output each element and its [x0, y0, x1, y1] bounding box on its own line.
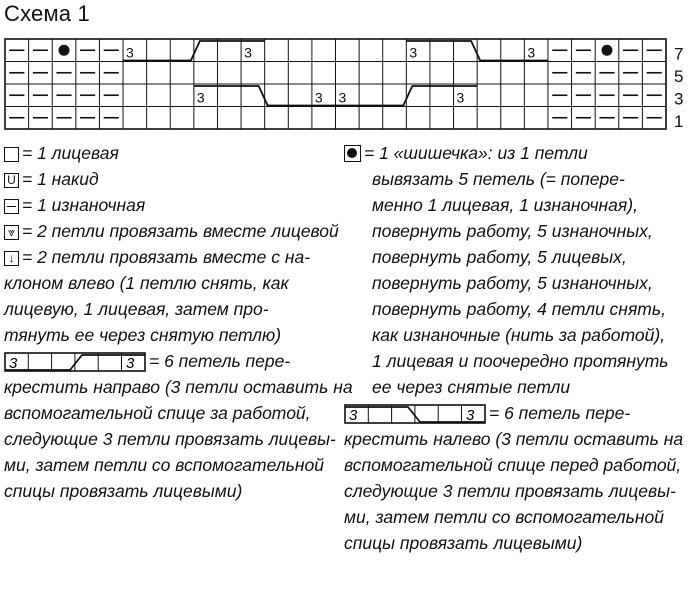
legend-cable-left-line: крестить налево (3 петли оставить на: [344, 429, 684, 449]
yo-symbol-text: U: [7, 173, 16, 187]
cable-left-label-end: 3: [466, 407, 475, 424]
chart-grid: [5, 39, 666, 129]
legend-cable-right-line: спицы провязать лицевыми): [4, 481, 243, 501]
row-number: 1: [674, 112, 684, 131]
legend-knit: [4, 140, 353, 166]
legend-purl-text: = 1 изнаночная: [22, 195, 146, 215]
legend-bobble-line: повернуть работу, 4 петли снять,: [372, 299, 666, 319]
legend-bobble-line: = 1 «шишечка»: из 1 петли: [364, 143, 588, 163]
cable-label: 3: [338, 89, 347, 106]
legend-ssk-line: тянуть ее через снятую петлю): [4, 325, 282, 345]
bobble-icon: [601, 45, 612, 56]
legend-cable-right-line: ми, затем петли со вспомогательной: [4, 455, 324, 475]
legend-ssk: [4, 244, 353, 270]
bobble-icon: [59, 45, 70, 56]
legend-cable-left-line: = 6 петель пере-: [489, 403, 631, 423]
legend-left: [4, 140, 353, 504]
row-numbers: [674, 45, 683, 132]
legend-cable-left-line: ми, затем петли со вспомогательной: [344, 507, 664, 527]
ssk-symbol-text: ↓: [8, 251, 15, 265]
legend-bobble-line: ее через снятые петли: [372, 377, 571, 397]
legend-right: [344, 140, 683, 556]
cable-left-symbol-icon: [344, 404, 486, 424]
cable-label: 3: [314, 89, 323, 106]
row-number: 7: [674, 44, 684, 64]
legend-cable-right-line: = 6 петель пере-: [149, 351, 291, 371]
yarn-over-symbol-icon: [4, 173, 19, 188]
legend-ssk-line: лицевую, 1 лицевая, затем про-: [4, 299, 269, 319]
legend-cable-left-line: следующие 3 петли провязать лицевы-: [344, 481, 676, 501]
chart-title: Схема 1: [4, 1, 90, 26]
row-number: 3: [674, 89, 684, 109]
cable-label: 3: [126, 44, 134, 61]
legend-cable-left: [344, 400, 683, 426]
legend-ssk-line: клоном влево (1 петлю снять, как: [4, 273, 289, 293]
legend-ssk-line: = 2 петли провязать вместе с на-: [22, 247, 311, 267]
k2tog-symbol-icon: [4, 225, 19, 240]
cable-left-label-start: 3: [349, 407, 358, 424]
legend-yo-text: = 1 накид: [22, 169, 99, 189]
cable-right-label-start: 3: [9, 355, 18, 372]
cable-label: 3: [196, 89, 205, 106]
cable-label: 3: [409, 44, 418, 61]
legend-k2tog-text: = 2 петли провязать вместе лицевой: [22, 221, 339, 241]
legend-bobble-line: менно 1 лицевая, 1 изнаночная),: [372, 195, 638, 215]
legend-cable-right-line: следующие 3 петли провязать лицевы-: [4, 429, 336, 449]
legend-bobble-line: 1 лицевая и поочередно протянуть: [372, 351, 669, 371]
legend-cable-right-line: вспомогательной спице за работой,: [4, 403, 311, 423]
legend-k2tog: [4, 218, 353, 244]
legend-bobble-line: повернуть работу, 5 лицевых,: [372, 247, 627, 267]
legend-bobble-line: повернуть работу, 5 изнаночных,: [372, 273, 653, 293]
bobble-symbol-icon: [344, 145, 361, 162]
purl-symbol-icon: [4, 199, 19, 214]
legend-bobble: [344, 140, 683, 166]
cable-label: 3: [527, 44, 536, 61]
legend-knit-text: = 1 лицевая: [22, 143, 119, 163]
cable-label: 3: [244, 44, 252, 61]
knit-symbol-icon: [4, 147, 19, 162]
legend-cable-left-line: спицы провязать лицевыми): [344, 533, 583, 553]
legend-bobble-line: как изнаночные (нить за работой),: [372, 325, 666, 345]
legend-cable-right: [4, 348, 353, 374]
legend-cable-right-line: крестить направо (3 петли оставить на: [4, 377, 353, 397]
cable-label: 3: [456, 89, 465, 106]
legend-cable-left-line: вспомогательной спице перед работой,: [344, 455, 682, 475]
legend-purl: [4, 192, 353, 218]
row-number: 5: [674, 67, 684, 86]
legend-yo: [4, 166, 353, 192]
legend-bobble-line: вывязать 5 петель (= попере-: [372, 169, 625, 189]
cable-right-label-end: 3: [126, 355, 135, 372]
legend-bobble-line: повернуть работу, 5 изнаночных,: [372, 221, 653, 241]
cable-right-symbol-icon: [4, 352, 146, 372]
ssk-symbol-icon: [4, 251, 19, 266]
k2tog-symbol-text: ⩔: [8, 225, 15, 239]
knitting-chart: [0, 0, 690, 140]
